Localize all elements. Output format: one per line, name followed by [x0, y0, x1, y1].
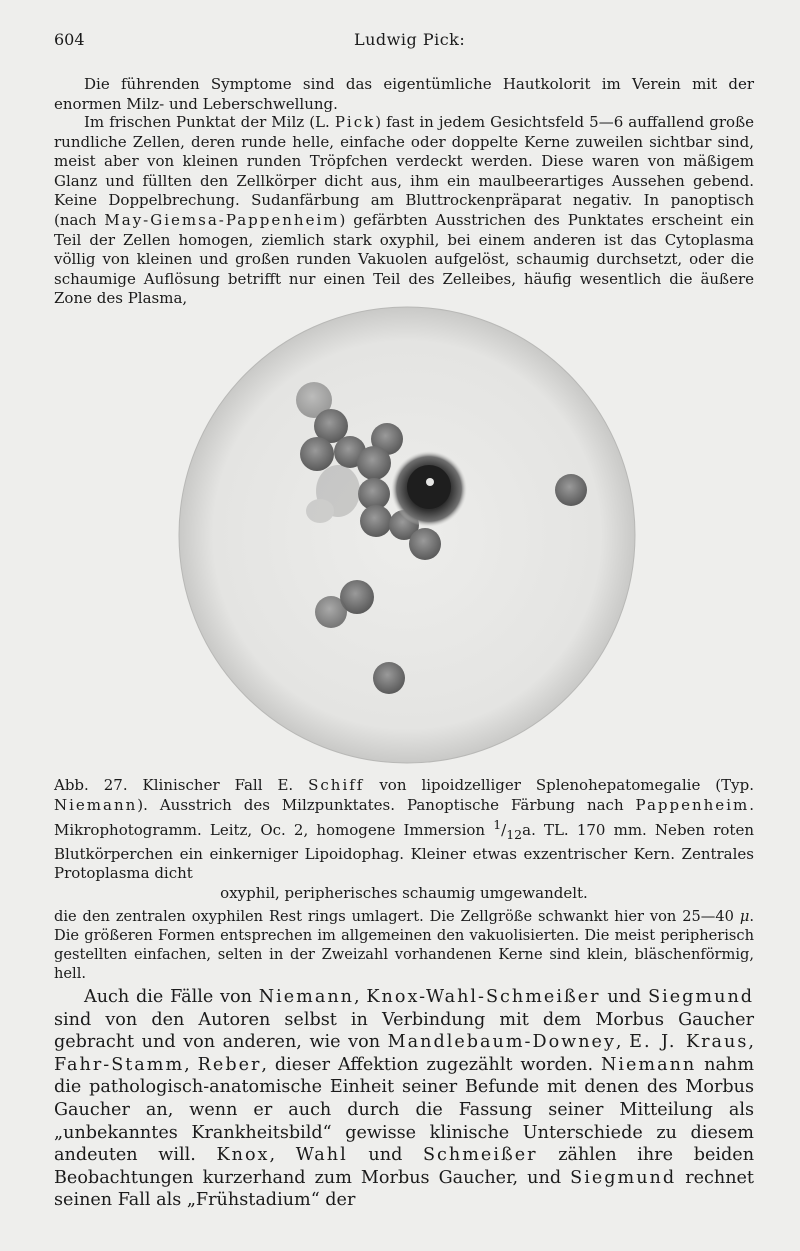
author-name: E. J. Kraus	[629, 1032, 749, 1053]
author-name: Niemann	[54, 795, 138, 814]
author-name: Niemann	[600, 1054, 697, 1075]
running-head: Ludwig Pick:	[354, 30, 466, 49]
author-name: Schiff	[308, 776, 365, 794]
paragraph-punktat: Im frischen Punktat der Milz (L. Pick) fast in jedem Gesichtsfeld 5—6 auffallend große rundliche Zellen, deren runde helle, einfache oder doppelte Kerne zuweilen sichtbar sind, meist aber von kleinen runden Tröpfchen verdeckt werden. Diese waren von mäßigem Glanz und füllten den Zellkörper dicht aus, ihm ein maulbeerartiges Aussehen gebend. Keine Doppelbrechung. Sudanfärbung am Bluttrockenpräparat negativ. In panoptisch (nach May-Giemsa-Pappenheim) gefärbten Ausstrichen des Punktates erscheint ein Teil der Zellen homogen, ziemlich stark oxyphil, bei einem anderen ist das Cytoplasma völlig von kleinen und großen runden Vakuolen aufgelöst, schaumig durchsetzt, oder die schaumige Auflösung betrifft nur einen Teil des Zelleibes, häufig wesentlich die äußere Zone des Plasma,	[54, 113, 754, 308]
author-name: Reber	[197, 1054, 262, 1075]
paragraph-symptoms: Die führenden Symptome sind das eigentümliche Hautkolorit im Verein mit der enormen Milz- und Leberschwellung.	[54, 75, 754, 113]
page-header	[54, 30, 754, 52]
author-name: Knox-Wahl-Schmeißer	[366, 987, 601, 1007]
micrograph-figure	[178, 306, 636, 764]
red-blood-cell	[315, 596, 347, 628]
author-name: Siegmund	[648, 987, 755, 1007]
author-name: Niemann	[258, 987, 354, 1007]
red-blood-cell	[300, 437, 334, 471]
red-blood-cell	[373, 662, 405, 694]
red-blood-cell	[409, 528, 441, 560]
lipoidophag-cell	[391, 451, 467, 527]
author-name: Knox	[216, 1145, 270, 1166]
paragraph-cell-size: die den zentralen oxyphilen Rest rings umlagert. Die Zellgröße schwankt hier von 25—40 μ. Die größeren Formen entsprechen im allgemeinen den vakuolisierten. Die meist peripherisch gestellten einfachen, selten in der Zweizahl vorhandenen Kerne sind klein, bläschenförmig, hell.	[54, 908, 754, 982]
author-name: Pick	[334, 113, 376, 131]
red-blood-cell	[357, 446, 391, 480]
author-name: Fahr-Stamm	[54, 1054, 185, 1075]
author-name: Siegmund	[570, 1167, 677, 1188]
paragraph-cases: Auch die Fälle von Niemann, Knox-Wahl-Schmeißer und Siegmund sind von den Autoren selbst in Verbindung mit dem Morbus Gaucher gebracht und von anderen, wie von Mandlebaum-Downey, E. J. Kraus, Fahr-Stamm, Reber, dieser Affektion zugezählt worden. Niemann nahm die pathologisch-anatomische Einheit seiner Befunde mit denen des Morbus Gaucher an, wenn er auch durch die Fassung seiner Mitteilung als „unbekanntes Krankheitsbild“ gewisse klinische Unterschiede zu diesem andeuten will. Knox, Wahl und Schmeißer zählen ihre beiden Beobachtungen kurzerhand zum Morbus Gaucher, und Siegmund rechnet seinen Fall als „Frühstadium“ der	[54, 987, 755, 1211]
author-name: Mandlebaum-Downey	[387, 1032, 616, 1053]
author-name: Schmeißer	[423, 1145, 538, 1166]
author-name: May-Giemsa-Pappenheim	[104, 210, 340, 229]
author-name: Wahl	[295, 1145, 348, 1166]
red-blood-cell	[555, 474, 587, 506]
cell-nucleus	[426, 478, 434, 486]
author-name: Pappenheim	[635, 795, 750, 814]
red-blood-cell	[360, 505, 392, 537]
page-number: 604	[54, 30, 85, 49]
figure-caption: Abb. 27. Klinischer Fall E. Schiff von lipoidzelliger Splenohepatomegalie (Typ. Niemann). Ausstrich des Milzpunktates. Panoptische Färbung nach Pappenheim. Mikrophotogramm. Leitz, Oc. 2, homogene Immersion $^1/_{12}a$. TL. 170 mm. Neben roten Blutkörperchen ein einkerniger Lipoidophag. Kleiner etwas exzentrischer Kern. Zentrales Protoplasma dicht oxyphil, peripherisches schaumig umgewandelt.	[54, 776, 754, 902]
